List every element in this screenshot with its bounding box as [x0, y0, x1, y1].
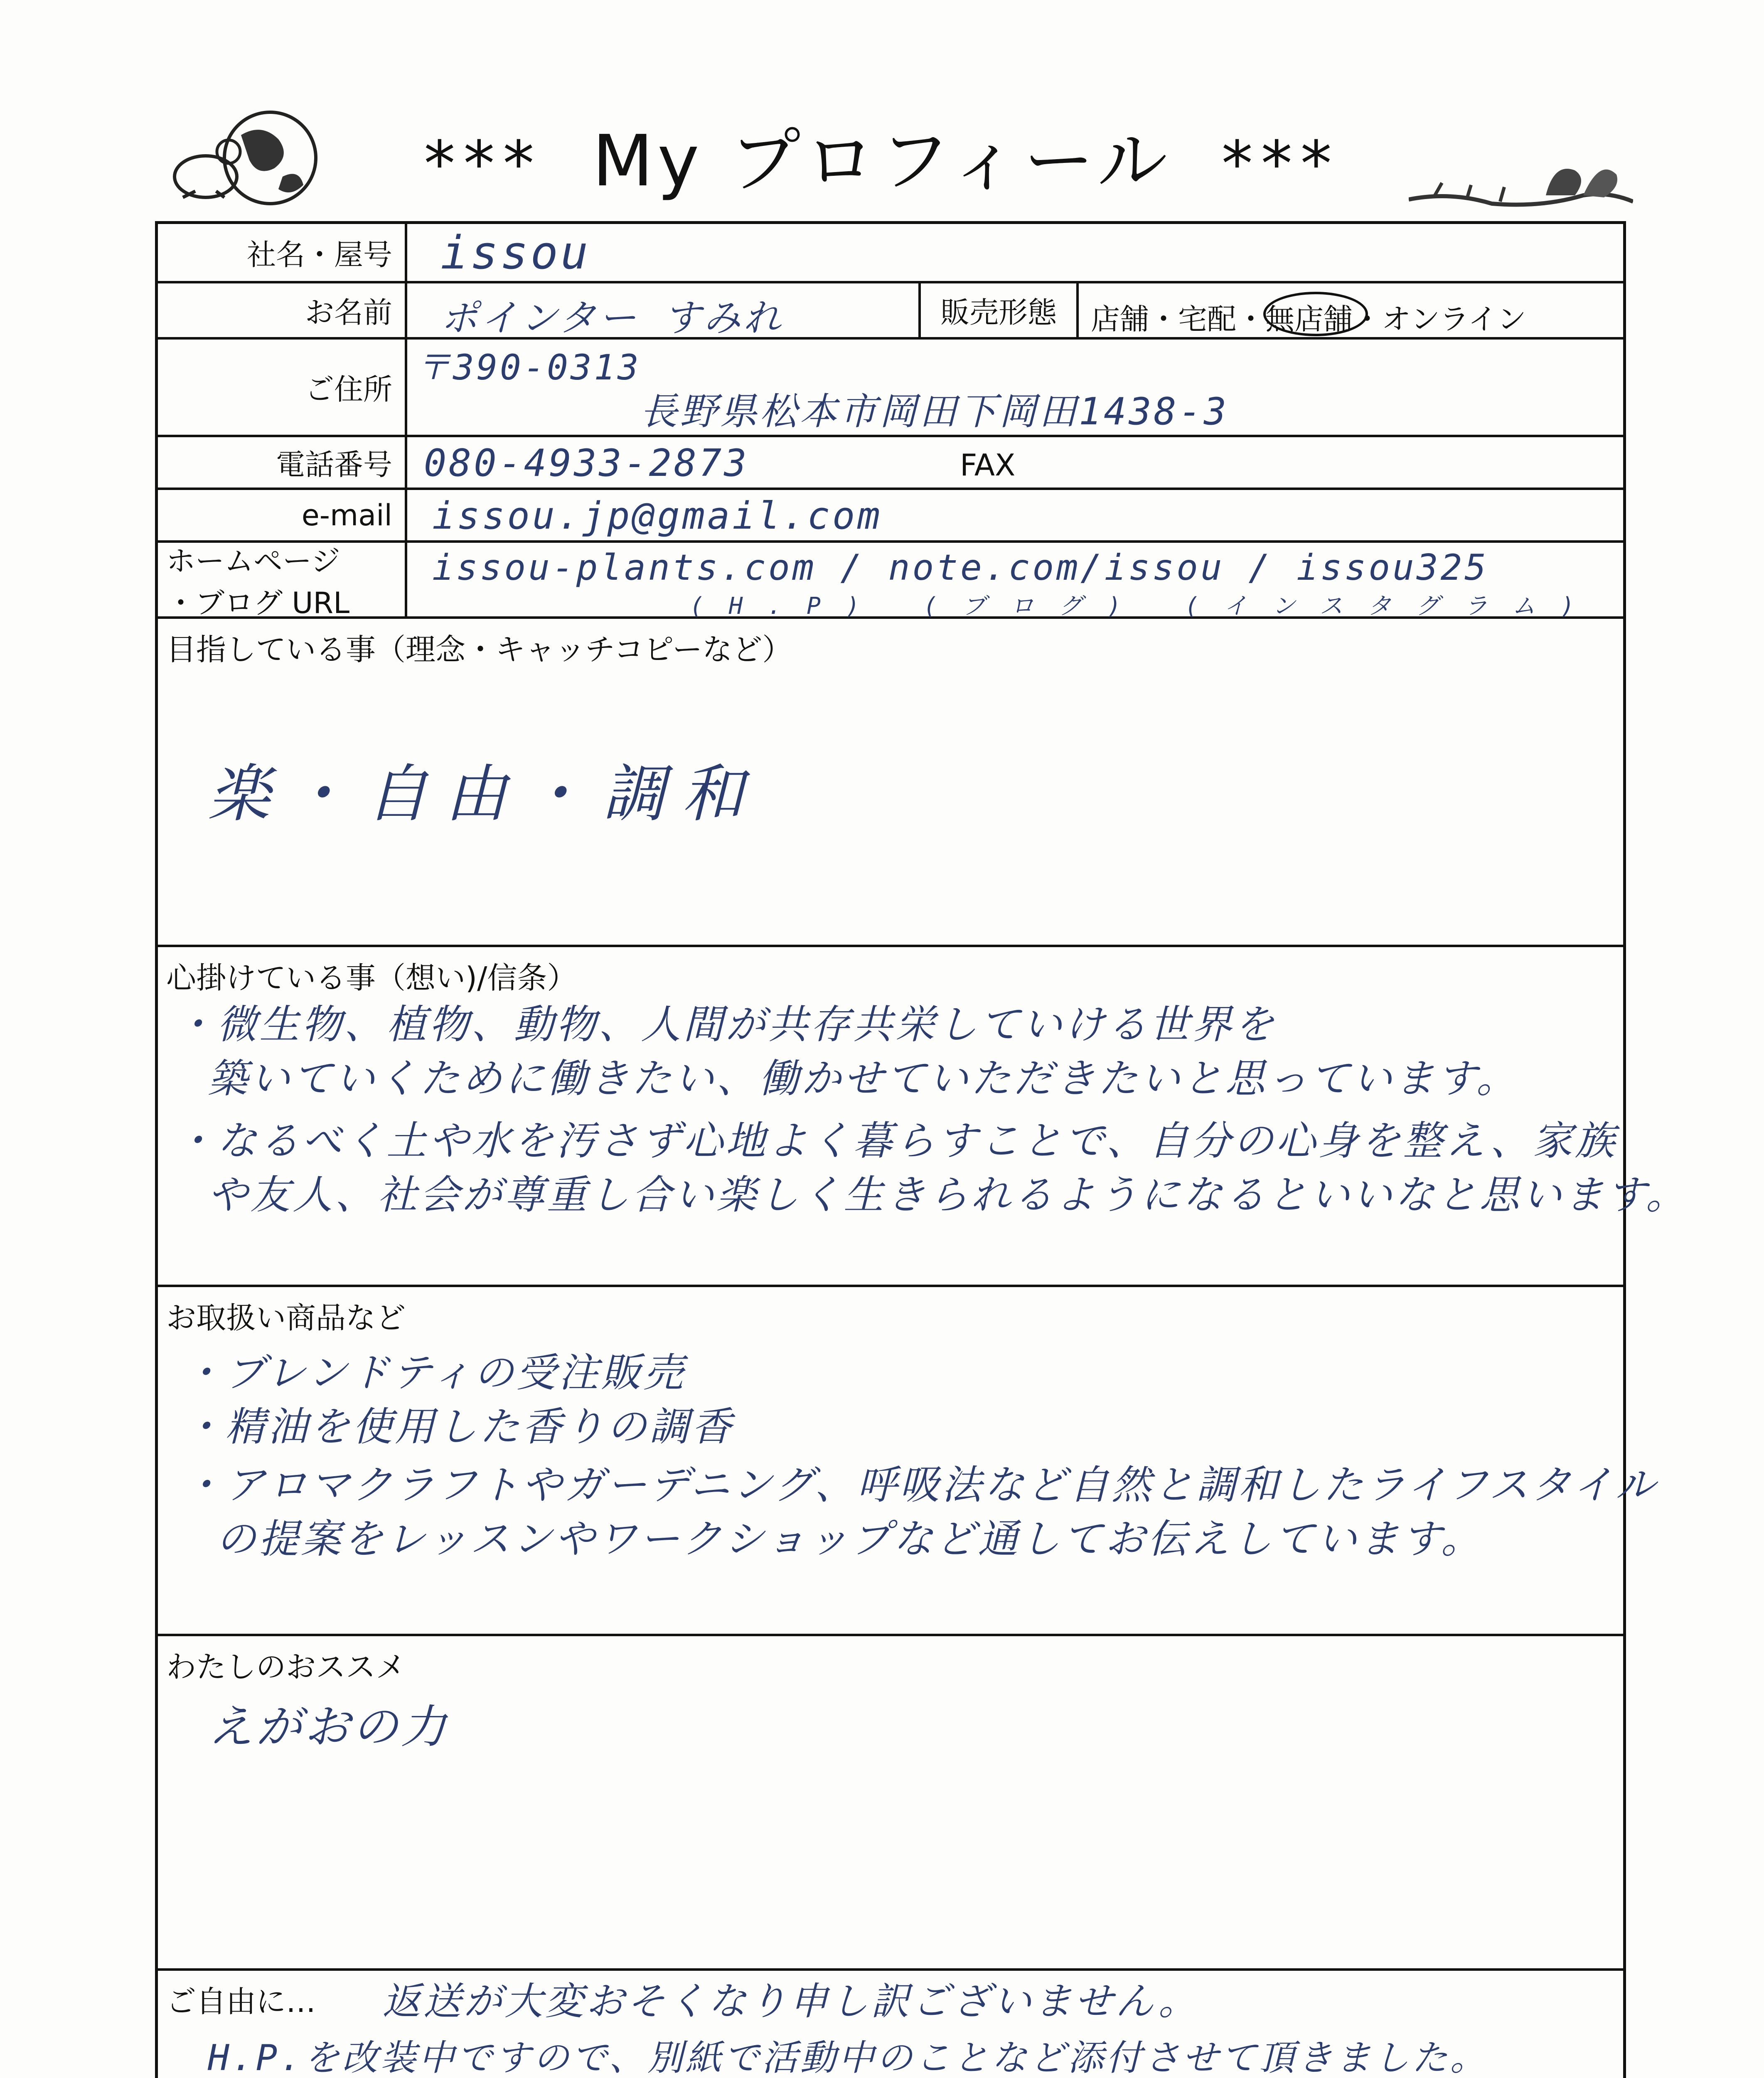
fax-label: FAX: [960, 448, 1016, 483]
beliefs-line-1: ・微生物、植物、動物、人間が共存共栄していける世界を: [175, 1001, 1277, 1048]
email-row: [158, 490, 1623, 543]
company-value: issou: [440, 226, 591, 279]
recommend-section: [158, 1636, 1623, 1971]
phone-label: 電話番号: [158, 437, 407, 487]
company-label: 社名・屋号: [158, 224, 407, 281]
address-postal: 〒390-0313: [416, 347, 641, 388]
title-text: My プロフィール: [592, 120, 1172, 202]
profile-form: [155, 221, 1688, 2078]
sales-options: 店舗・宅配・無店舗・オンライン: [1091, 302, 1526, 336]
name-label: お名前: [158, 283, 407, 337]
free-line-2: H.P.を改装中ですので、別紙で活動中のことなど添付させて頂きました。: [208, 2037, 1488, 2078]
recommend-label: わたしのおススメ: [166, 1650, 406, 1684]
title-stars-left: ***: [424, 128, 543, 200]
beliefs-label: 心掛けている事（想い)/信条）: [166, 960, 577, 995]
address-label: ご住所: [158, 340, 407, 435]
name-row: [158, 283, 1623, 340]
homepage-label-1: ホームページ: [166, 544, 340, 578]
title-stars-right: ***: [1221, 128, 1340, 200]
free-label: ご自由に…: [166, 1984, 316, 2019]
address-line: 長野県松本市岡田下岡田1438-3: [640, 390, 1229, 433]
beliefs-line-2: 築いていくために働きたい、働かせていただきたいと思っています。: [208, 1055, 1519, 1102]
goals-section: [158, 619, 1623, 947]
recommend-text: えがおの力: [208, 1700, 449, 1753]
goals-label: 目指している事（理念・キャッチコピーなど）: [166, 632, 792, 667]
phone-row: [158, 437, 1623, 490]
email-label: e-mail: [158, 490, 407, 540]
homepage-notes: (H.P) (ブログ) (インスタグラム): [690, 593, 1599, 620]
homepage-label: [158, 543, 407, 620]
products-section: [158, 1287, 1658, 1636]
free-section: [158, 1971, 1623, 2078]
goals-text: 楽・自由・調和: [208, 758, 761, 830]
products-line-3: ・アロマクラフトやガーデニング、呼吸法など自然と調和したライフスタイル: [183, 1462, 1658, 1508]
beliefs-line-3: ・なるべく土や水を汚さず心地よく暮らすことで、自分の心身を整え、家族: [175, 1118, 1617, 1164]
homepage-value: issou-plants.com / note.com/issou / issou325: [432, 547, 1489, 588]
address-row: [158, 340, 1623, 437]
products-line-4: の提案をレッスンやワークショップなど通してお伝えしています。: [216, 1516, 1484, 1562]
email-value: issou.jp@gmail.com: [432, 494, 883, 538]
phone-value: 080-4933-2873: [424, 441, 749, 485]
products-label: お取扱い商品など: [166, 1300, 406, 1335]
homepage-label-2: ・ブログ URL: [166, 586, 350, 620]
homepage-row: [158, 543, 1623, 619]
beliefs-line-4: や友人、社会が尊重し合い楽しく生きられるようになるといいなと思います。: [208, 1172, 1688, 1218]
selected-option-circle: [1263, 292, 1368, 336]
name-value: ポインター すみれ: [440, 296, 783, 340]
beliefs-section: [158, 947, 1688, 1287]
plants-icon: [1409, 145, 1633, 220]
products-line-1: ・ブレンドティの受注販売: [183, 1349, 686, 1396]
company-row: [158, 224, 1623, 283]
sales-label: 販売形態: [921, 283, 1079, 337]
free-line-1: 返送が大変おそくなり申し訳ございません。: [382, 1979, 1199, 2024]
products-line-2: ・精油を使用した香りの調香: [183, 1403, 734, 1450]
